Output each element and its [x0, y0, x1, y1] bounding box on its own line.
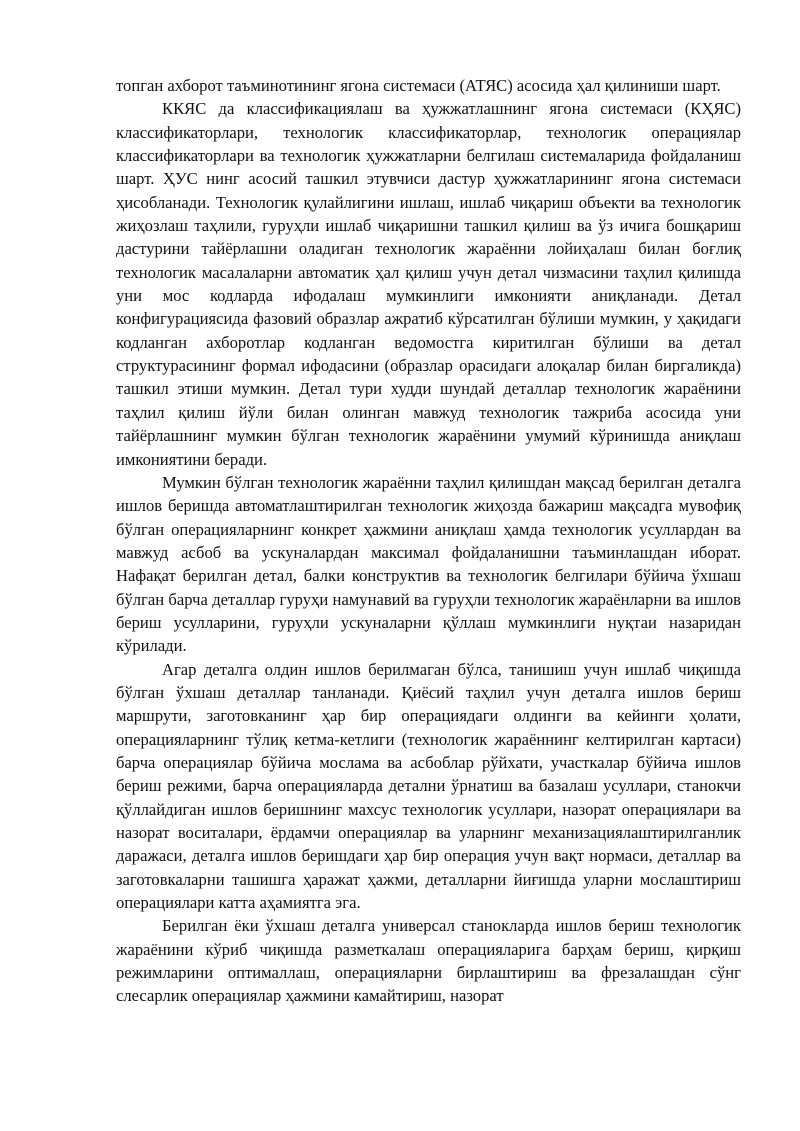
- paragraph-4: Агар деталга олдин ишлов берилмаган бўлса, танишиш учун ишлаб чиқишда бўлган ўхшаш деталлар танланади. Қиёсий таҳлил учун деталга ишлов бериш маршрути, заготовканинг ҳар бир операциядаги олдинги ва кейинги ҳолати, операцияларнинг тўлиқ кетма-кетлиги (технологик жараённинг келтирилган картаси) барча операциялар бўйича мослама ва асбоблар рўйхати, участкалар бўйича ишлов бериш режими, барча операцияларда детални ўрнатиш ва базалаш усуллари, станокчи қўллайдиган ишлов беришнинг махсус технологик усуллари, назорат операциялари ва назорат воситалари, ёрдамчи операциялар ва уларнинг механизациялаштирилганлик даражаси, деталга ишлов беришдаги ҳар бир операция учун вақт нормаси, деталлар ва заготовкаларни ташишга ҳаражат ҳажми, деталларни йиғишда уларни мослаштириш операциялари катта аҳамиятга эга.: [116, 659, 741, 913]
- paragraph-3: Мумкин бўлган технологик жараённи таҳлил қилишдан мақсад берилган деталга ишлов беришда автоматлаштирилган технологик жиҳозда бажариш мақсадга мувофиқ бўлган операцияларнинг конкрет ҳажмини аниқлаш ҳамда технологик усуллардан ва мавжуд асбоб ва ускуналардан максимал фойдаланишни таъминлашдан иборат. Нафақат берилган детал, балки конструктив ва технологик белгилари бўйича ўхшаш бўлган барча деталлар гуруҳи намунавий ва гуруҳли технологик жараёнларни ва ишлов бериш усулларини, гуруҳли ускуналарни қўллаш мумкинлиги нуқтаи назаридан кўрилади.: [116, 472, 741, 656]
- paragraph-5: Берилган ёки ўхшаш деталга универсал станокларда ишлов бериш технологик жараёнини кўриб чиқишда разметкалаш операцияларига барҳам бериш, қирқиш режимларини оптималлаш, операцияларни бирлаштириш ва фрезалашдан сўнг слесарлик операциялар ҳажмини камайтириш, назорат: [116, 916, 741, 1006]
- document-body: [116, 74, 741, 1008]
- paragraph-1: топган ахборот таъминотининг ягона системаси (АТЯС) асосида ҳал қилиниши шарт.: [116, 76, 721, 95]
- paragraph-2: ККЯС да классификациялаш ва ҳужжатлашнинг ягона системаси (КҲЯС) классификаторлари, технологик классификаторлар, технологик операциялар классификаторлари ва технологик ҳужжатларни белгилаш системаларида фойдаланиш шарт. ҲУС нинг асосий ташкил этувчиси дастур ҳужжатларининг ягона системаси ҳисобланади. Технологик қулайлигини ишлаш, ишлаб чиқариш объекти ва технологик жиҳозлаш таҳлили, гуруҳли ишлаб чиқаришни ташкил қилиш ва ўз ичига бошқариш дастурини тайёрлашни оладиган технологик жараённи лойиҳалаш билан боғлиқ технологик масалаларни автоматик ҳал қилиш учун детал чизмасини таҳлил қилишда уни мос кодларда ифодалаш мумкинлиги имконияти аниқланади. Детал конфигурациясида фазовий образлар ажратиб кўрсатилган бўлиши мумкин, у ҳақидаги кодланган ахборотлар кодланган ведомостга киритилган бўлиши ва детал структурасининг формал ифодасини (образлар орасидаги алоқалар билан биргаликда) ташкил этиши мумкин. Детал тури худди шундай деталлар технологик жараёнини таҳлил қилиш йўли билан олинган мавжуд технологик тажриба асосида уни тайёрлашнинг мумкин бўлган технологик жараёнини умумий кўринишда аниқлаш имкониятини беради.: [116, 99, 741, 469]
